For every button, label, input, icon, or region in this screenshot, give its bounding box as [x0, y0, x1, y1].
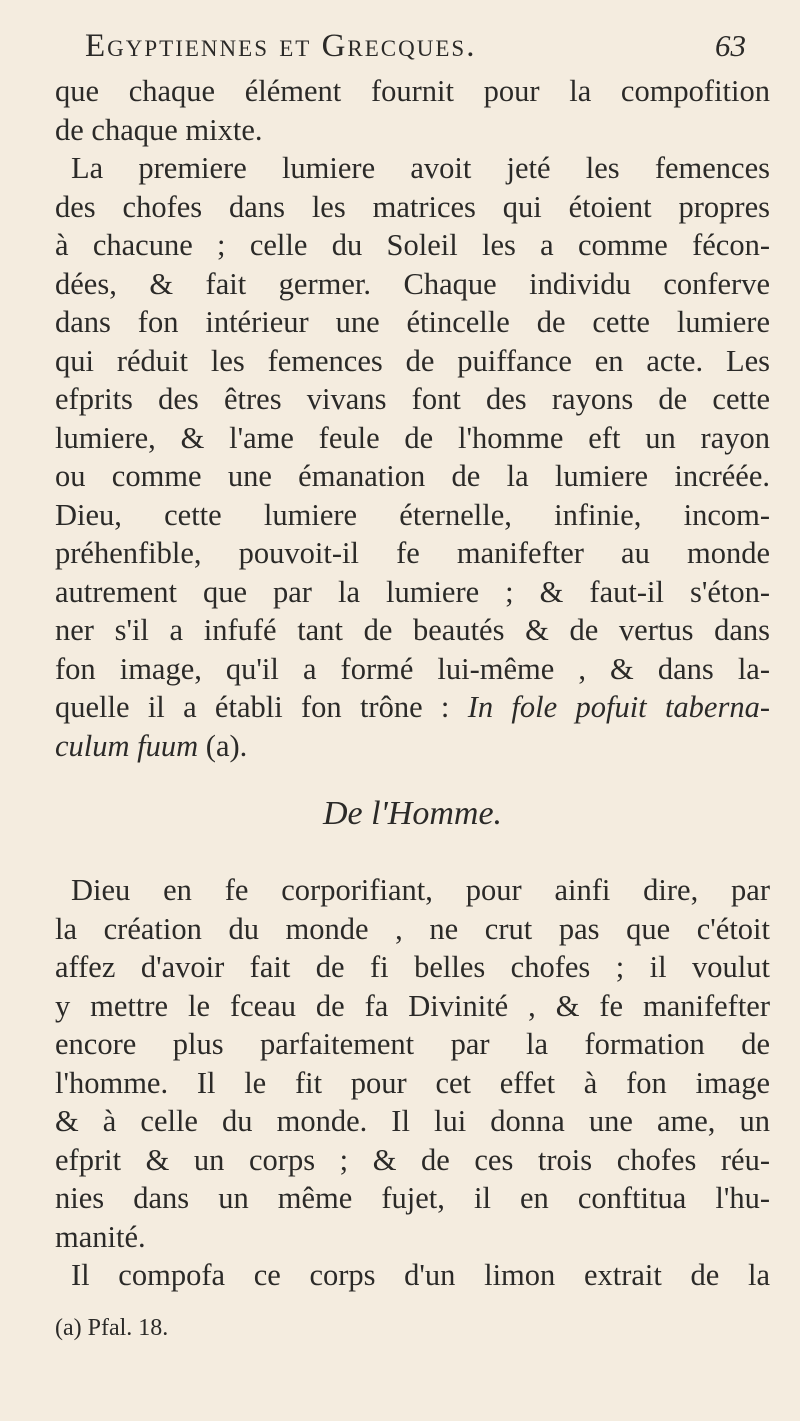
text-line: Dieu, cette lumiere éternelle, infinie, incom-	[55, 497, 770, 532]
text-line: de chaque mixte.	[55, 112, 263, 147]
text-line: fon image, qu'il a formé lui-même , & dans la-	[55, 651, 770, 686]
running-head	[55, 22, 770, 72]
section-title: De l'Homme.	[322, 795, 503, 832]
latin-quote-end: culum fuum	[55, 728, 199, 763]
text-line: ner s'il a infufé tant de beautés & de vertus dans	[55, 613, 770, 647]
footnote-ref: (a).	[198, 728, 248, 763]
text-line: Il compofa ce corps d'un limon extrait de la	[71, 1258, 770, 1292]
text-line: la création du monde , ne crut pas que c'étoit	[55, 911, 770, 946]
text-line: qui réduit les femences de puiffance en acte. Les	[55, 343, 770, 378]
text-line: des chofes dans les matrices qui étoient propres	[55, 189, 770, 224]
text-line: La premiere lumiere avoit jeté les femences	[71, 151, 770, 185]
running-title: Egyptiennes et Grecques.	[85, 28, 477, 64]
page-number: 63	[715, 28, 746, 63]
paragraph-1	[55, 72, 770, 149]
text-line: Dieu en fe corporifiant, pour ainfi dire, par	[71, 873, 770, 907]
text-line: autrement que par la lumiere ; & faut-il s'éton-	[55, 574, 770, 609]
latin-quote: In fole pofuit taberna-	[449, 690, 770, 724]
text-line: encore plus parfaitement par la formation de	[55, 1027, 770, 1061]
text-line: dans fon intérieur une étincelle de cette lumiere	[55, 305, 770, 339]
text-line: efprit & un corps ; & de ces trois chofes réu-	[55, 1142, 770, 1177]
text-line: efprits des êtres vivans font des rayons de cette	[55, 382, 770, 416]
paragraph-3	[55, 871, 770, 1256]
text-line: préhenfible, pouvoit-il fe manifefter au monde	[55, 536, 770, 570]
text-line: affez d'avoir fait de fi belles chofes ; il voulut	[55, 950, 770, 984]
text-line: nies dans un même fujet, il en conftitua l'hu-	[55, 1181, 770, 1215]
text-line: ou comme une émanation de la lumiere incréée.	[55, 459, 770, 493]
text-line: & à celle du monde. Il lui donna une ame, un	[55, 1104, 770, 1138]
text-line	[55, 688, 770, 727]
text-line-roman: quelle il a établi fon trône :	[55, 690, 450, 724]
text-line: à chacune ; celle du Soleil les a comme fécon-	[55, 228, 770, 262]
footnote: (a) Pfal. 18.	[55, 1314, 169, 1341]
paragraph-4	[55, 1256, 770, 1295]
text-line: lumiere, & l'ame feule de l'homme eft un rayon	[55, 420, 770, 455]
text-line: que chaque élément fournit pour la compofition	[55, 74, 770, 108]
text-line: manité.	[55, 1219, 146, 1254]
text-line: y mettre le fceau de fa Divinité , & fe manifefter	[55, 988, 770, 1023]
paragraph-2	[55, 149, 770, 765]
text-line: l'homme. Il le fit pour cet effet à fon image	[55, 1065, 770, 1100]
text-line	[55, 727, 770, 766]
body-text	[55, 72, 770, 1347]
text-line: dées, & fait germer. Chaque individu conferve	[55, 266, 770, 301]
